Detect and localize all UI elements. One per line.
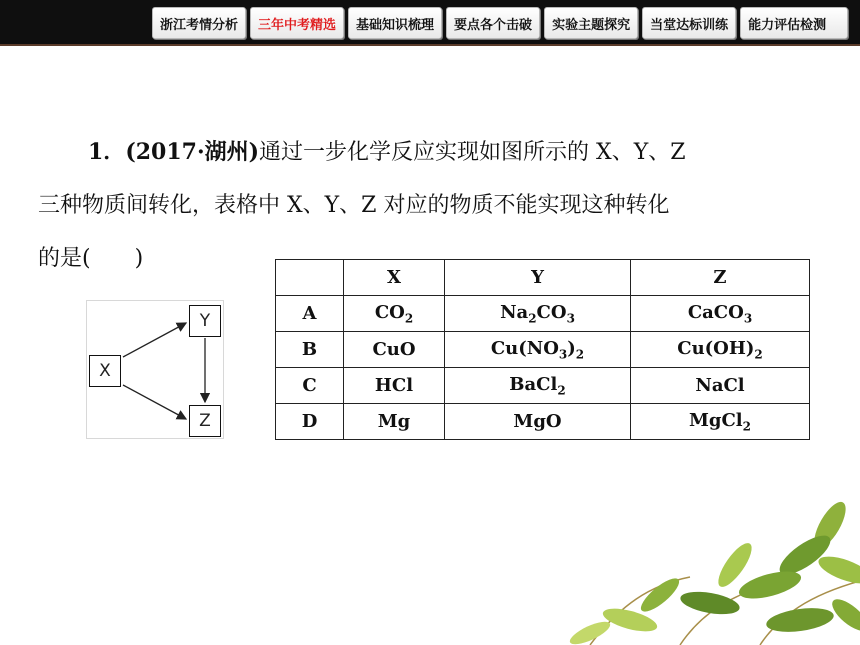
row-label: B [276,332,344,368]
cell-z: $Cu(OH)_2$ [631,332,810,368]
question-source: (2017·湖州) [125,139,260,165]
cell-x: $CO_2$ [344,296,445,332]
cell-y: MgO [445,404,631,440]
cell-x: Mg [344,404,445,440]
table-row [276,296,810,332]
arrow-x-to-y [123,323,186,357]
tab-ability-assessment[interactable]: 能力评估检测 [740,7,848,39]
cell-z: NaCl [631,368,810,404]
question-number: 1． [88,139,126,165]
cell-y: $Na_2CO_3$ [445,296,631,332]
question-line-2: 三种物质间转化，表格中 X、Y、Z 对应的物质不能实现这种转化 [38,193,670,218]
nav-tabs [152,7,848,39]
node-z: Z [189,405,221,437]
header-x: X [344,260,445,296]
header-z: Z [631,260,810,296]
row-label: D [276,404,344,440]
question-line-3: 的是( ) [38,246,144,271]
header-y: Y [445,260,631,296]
tea-leaves-decoration [530,485,860,645]
tab-basic-knowledge[interactable]: 基础知识梳理 [348,7,442,39]
tab-experiment-inquiry[interactable]: 实验主题探究 [544,7,638,39]
substance-table [275,259,810,440]
node-x: X [89,355,121,387]
question-line-1 [88,137,686,168]
cell-z: MgCl$_2$ [631,404,810,440]
table-row [276,404,810,440]
table-row [276,332,810,368]
tab-key-points[interactable]: 要点各个击破 [446,7,540,39]
cell-z: CaCO$_3$ [631,296,810,332]
cell-x: HCl [344,368,445,404]
cell-x: CuO [344,332,445,368]
question-text-1: 通过一步化学反应实现如图所示的 X、Y、Z [259,140,686,165]
tab-class-practice[interactable]: 当堂达标训练 [642,7,736,39]
table-row [276,368,810,404]
tab-three-year-exams[interactable]: 三年中考精选 [250,7,344,39]
header-blank [276,260,344,296]
row-label: A [276,296,344,332]
tab-zhejiang-analysis[interactable]: 浙江考情分析 [152,7,246,39]
arrow-x-to-z [123,385,186,419]
cell-y: $Cu(NO_3)_2$ [445,332,631,368]
conversion-diagram [86,300,224,439]
top-nav-divider [0,44,860,46]
cell-y: BaCl$_2$ [445,368,631,404]
table-header-row [276,260,810,296]
row-label: C [276,368,344,404]
node-y: Y [189,305,221,337]
